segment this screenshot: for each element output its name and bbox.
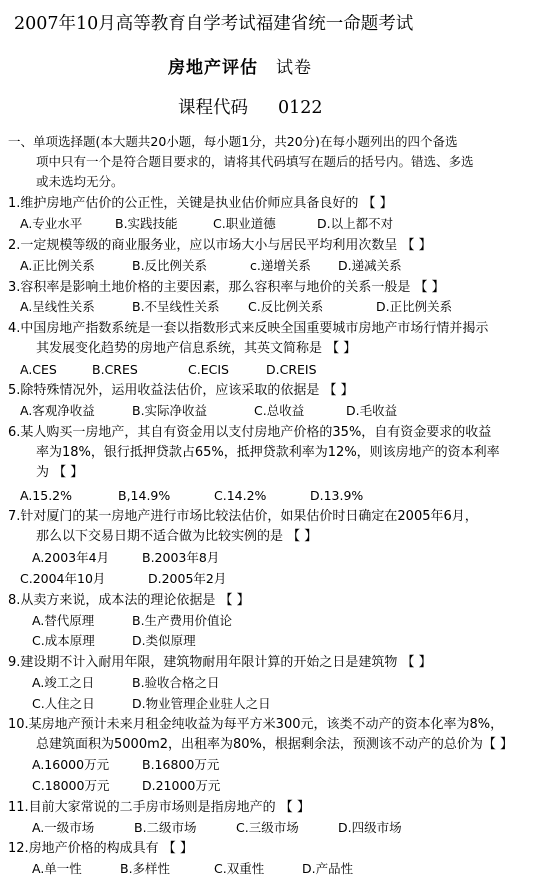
course-code bbox=[178, 100, 323, 116]
option-b[interactable]: B.2003年8月 bbox=[142, 550, 220, 565]
option-d[interactable]: D.21000万元 bbox=[142, 778, 221, 793]
option-c[interactable]: C.人住之日 bbox=[32, 696, 95, 711]
question-5: 5.除特殊情况外，运用收益法估价，应该采取的依据是 【 】 bbox=[8, 383, 354, 398]
option-c[interactable]: C.14.2% bbox=[214, 488, 267, 503]
question-8-options-row-2 bbox=[32, 633, 196, 649]
question-7-options-row-2 bbox=[20, 571, 226, 587]
question-2: 2.一定规模等级的商业服务业，应以市场大小与居民平均利用次数呈 【 】 bbox=[8, 238, 432, 253]
question-8: 8.从卖方来说，成本法的理论依据是 【 】 bbox=[8, 593, 250, 608]
option-b[interactable]: B.验收合格之日 bbox=[132, 675, 220, 690]
question-6-options bbox=[20, 488, 363, 504]
option-d[interactable]: D.2005年2月 bbox=[148, 571, 227, 586]
question-4-line-2: 其发展变化趋势的房地产信息系统，其英文简称是 【 】 bbox=[36, 341, 357, 356]
question-7: 7.针对厦门的某一房地产进行市场比较法估价，如果估价时日确定在2005年6月， bbox=[8, 509, 478, 524]
option-a[interactable]: A.客观净收益 bbox=[20, 403, 95, 418]
option-b[interactable]: B.不呈线性关系 bbox=[132, 299, 220, 314]
option-a[interactable]: A.竣工之日 bbox=[32, 675, 95, 690]
course-code-number: 0122 bbox=[278, 98, 323, 118]
option-d[interactable]: D.毛收益 bbox=[346, 403, 398, 418]
question-1-options bbox=[20, 216, 393, 232]
option-d[interactable]: D.产品性 bbox=[302, 861, 354, 876]
option-a[interactable]: A.呈线性关系 bbox=[20, 299, 95, 314]
question-6-line-2: 率为18%，银行抵押贷款占65%，抵押贷款利率为12%，则该房地产的资本利率 bbox=[36, 445, 500, 460]
option-d[interactable]: D.正比例关系 bbox=[376, 299, 453, 314]
option-b[interactable]: B,14.9% bbox=[118, 488, 171, 503]
exam-title: 2007年10月高等教育自学考试福建省统一命题考试 bbox=[14, 14, 414, 34]
option-c[interactable]: c.递增关系 bbox=[250, 258, 311, 273]
option-a[interactable]: A.CES bbox=[20, 362, 57, 377]
option-c[interactable]: C.反比例关系 bbox=[248, 299, 324, 314]
option-d[interactable]: D.13.9% bbox=[310, 488, 364, 503]
question-3-options bbox=[20, 299, 452, 315]
question-9: 9.建设期不计入耐用年限，建筑物耐用年限计算的开始之日是建筑物 【 】 bbox=[8, 655, 432, 670]
option-c[interactable]: C.成本原理 bbox=[32, 633, 95, 648]
question-4: 4.中国房地产指数系统是一套以指数形式来反映全国重要城市房地产市场行情并揭示 bbox=[8, 321, 489, 336]
option-b[interactable]: B.反比例关系 bbox=[132, 258, 208, 273]
question-10-options-row-1 bbox=[32, 757, 219, 773]
question-10-options-row-2 bbox=[32, 778, 220, 794]
option-d[interactable]: D.类似原理 bbox=[132, 633, 196, 648]
option-a[interactable]: A.16000万元 bbox=[32, 757, 110, 772]
subject-title bbox=[168, 60, 312, 76]
option-d[interactable]: D.递减关系 bbox=[338, 258, 402, 273]
option-b[interactable]: B.多样性 bbox=[120, 861, 171, 876]
question-10-line-2: 总建筑面积为5000m2，出租率为80%，根据剩余法，预测该不动产的总价为【 】 bbox=[36, 737, 514, 752]
question-11: 11.目前大家常说的二手房市场则是指房地产的 【 】 bbox=[8, 800, 310, 815]
subject-name: 房地产评估 bbox=[168, 58, 258, 78]
option-b[interactable]: B.实践技能 bbox=[115, 216, 178, 231]
option-c[interactable]: C.双重性 bbox=[214, 861, 265, 876]
option-c[interactable]: C.ECIS bbox=[188, 362, 229, 377]
question-2-options bbox=[20, 258, 402, 274]
option-a[interactable]: A.替代原理 bbox=[32, 613, 95, 628]
option-a[interactable]: A.2003年4月 bbox=[32, 550, 110, 565]
option-d[interactable]: D.物业管理企业驻人之日 bbox=[132, 696, 271, 711]
question-4-options bbox=[20, 362, 317, 378]
question-10: 10.某房地产预计未来月租金纯收益为每平方米300元，该类不动产的资本化率为8%， bbox=[8, 717, 504, 732]
option-c[interactable]: C.18000万元 bbox=[32, 778, 110, 793]
option-b[interactable]: B.16800万元 bbox=[142, 757, 220, 772]
option-b[interactable]: B.二级市场 bbox=[134, 820, 197, 835]
question-8-options-row-1 bbox=[32, 613, 232, 629]
question-7-line-2: 那么以下交易日期不适合做为比较实例的是 【 】 bbox=[36, 529, 318, 544]
section-instructions-line-1: 一、单项选择题(本大题共20小题，每小题1分，共20分)在每小题列出的四个备选 bbox=[8, 134, 458, 149]
option-a[interactable]: A.一级市场 bbox=[32, 820, 95, 835]
question-6: 6.某人购买一房地产，其自有资金用以支付房地产价格的35%，自有资金要求的收益 bbox=[8, 425, 492, 440]
course-code-label: 课程代码 bbox=[178, 98, 248, 118]
question-1: 1.维护房地产估价的公正性，关键是执业估价师应具备良好的 【 】 bbox=[8, 196, 393, 211]
option-d[interactable]: D.以上都不对 bbox=[317, 216, 394, 231]
option-a[interactable]: A.专业水平 bbox=[20, 216, 83, 231]
question-9-options-row-1 bbox=[32, 675, 220, 691]
option-b[interactable]: B.生产费用价值论 bbox=[132, 613, 233, 628]
paper-label: 试卷 bbox=[276, 58, 312, 78]
question-6-line-3: 为 【 】 bbox=[36, 465, 84, 480]
option-c[interactable]: C.总收益 bbox=[254, 403, 305, 418]
question-11-options bbox=[32, 820, 402, 836]
option-a[interactable]: A.正比例关系 bbox=[20, 258, 95, 273]
option-c[interactable]: C.2004年10月 bbox=[20, 571, 106, 586]
option-a[interactable]: A.单一性 bbox=[32, 861, 82, 876]
question-7-options-row-1 bbox=[32, 550, 219, 566]
option-d[interactable]: D.CREIS bbox=[266, 362, 317, 377]
option-b[interactable]: B.CRES bbox=[92, 362, 138, 377]
section-instructions-line-3: 或未选均无分。 bbox=[36, 174, 124, 189]
option-c[interactable]: C.三级市场 bbox=[236, 820, 299, 835]
question-12: 12.房地产价格的构成具有 【 】 bbox=[8, 841, 193, 856]
option-a[interactable]: A.15.2% bbox=[20, 488, 73, 503]
question-3: 3.容积率是影响土地价格的主要因素，那么容积率与地价的关系一般是 【 】 bbox=[8, 280, 445, 295]
option-c[interactable]: C.职业道德 bbox=[213, 216, 276, 231]
question-12-options bbox=[32, 861, 353, 877]
section-instructions-line-2: 项中只有一个是符合题目要求的，请将其代码填写在题后的括号内。错选、多选 bbox=[36, 154, 474, 169]
option-d[interactable]: D.四级市场 bbox=[338, 820, 402, 835]
option-b[interactable]: B.实际净收益 bbox=[132, 403, 208, 418]
question-5-options bbox=[20, 403, 397, 419]
question-9-options-row-2 bbox=[32, 696, 271, 712]
